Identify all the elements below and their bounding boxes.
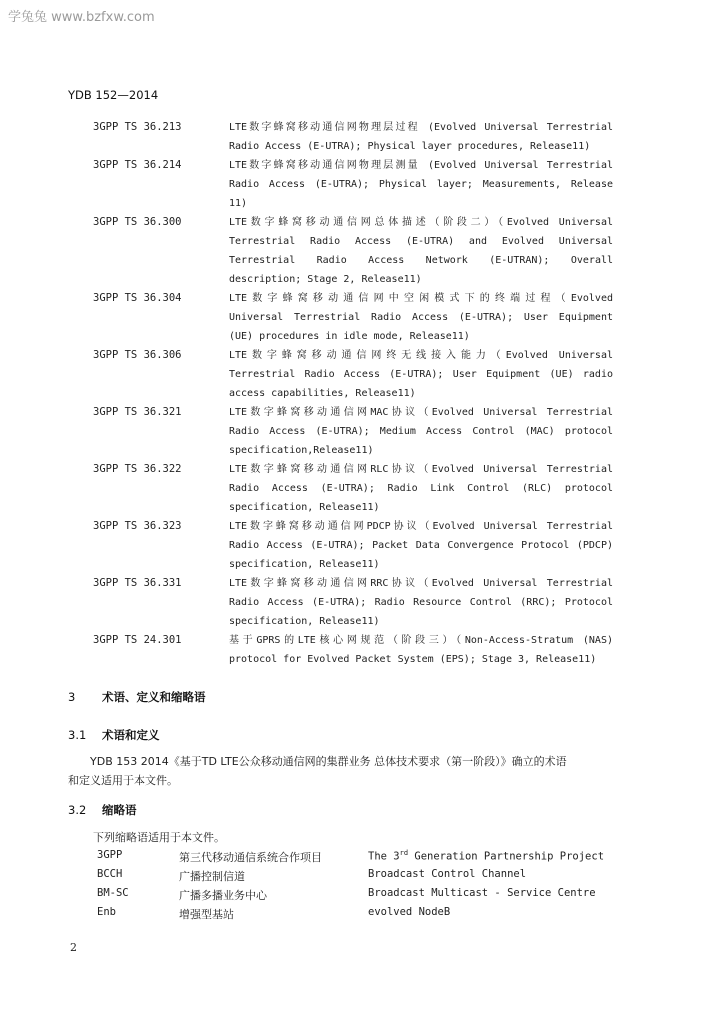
reference-title-line: LTE数字蜂窝移动通信网总体描述（阶段二）（Evolved Universal [229, 217, 613, 228]
reference-title-line: protocol for Evolved Packet System (EPS); Stage 3, Release11) [229, 654, 597, 665]
abbreviation-code: 3GPP [97, 849, 123, 861]
reference-title-line: specification,Release11) [229, 445, 374, 456]
section-3-1-paragraph-line-1: YDB 153 2014《基于TD LTE公众移动通信网的集群业务 总体技术要求（第一阶段）》确立的术语 [90, 755, 567, 768]
reference-title-line: Radio Access (E-UTRA); Radio Link Control (RLC) protocol [229, 483, 613, 494]
reference-title-line: Universal Terrestrial Radio Access (E-UTRA); User Equipment [229, 312, 613, 323]
reference-title-line: Radio Access (E-UTRA); Physical layer; Measurements, Release [229, 179, 613, 190]
reference-id: 3GPP TS 36.304 [93, 292, 182, 304]
reference-title-line: Terrestrial Radio Access (E-UTRA) and Evolved Universal [229, 236, 613, 247]
document-code: YDB 152—2014 [68, 88, 159, 102]
reference-title-line: LTE数字蜂窝移动通信网终无线接入能力（Evolved Universal [229, 350, 613, 361]
abbreviation-chinese-term: 第三代移动通信系统合作项目 [179, 851, 322, 864]
abbreviation-code: BM-SC [97, 887, 129, 899]
reference-title-line: (UE) procedures in idle mode, Release11) [229, 331, 470, 342]
section-3-1-paragraph-line-2: 和定义适用于本文件。 [68, 774, 178, 787]
abbreviation-english-term [368, 849, 604, 863]
page-number: 2 [70, 941, 77, 954]
abbreviation-superscript: rd [399, 849, 409, 857]
reference-id: 3GPP TS 24.301 [93, 634, 182, 646]
reference-title-line: Radio Access (E-UTRA); Physical layer procedures, Release11) [229, 141, 591, 152]
reference-title-line: specification, Release11) [229, 616, 380, 627]
reference-title-line: LTE数字蜂窝移动通信网MAC协议（Evolved Universal Terrestrial [229, 407, 613, 418]
abbreviation-english-term [368, 868, 526, 880]
reference-title-line: 11) [229, 198, 248, 209]
reference-title-line: access capabilities, Release11) [229, 388, 416, 399]
reference-title-line: specification, Release11) [229, 502, 380, 513]
reference-title-line: LTE数字蜂窝移动通信网RLC协议（Evolved Universal Terrestrial [229, 464, 613, 475]
abbreviation-english-text-rest: Generation Partnership Project [408, 850, 605, 863]
section-3-1-number: 3.1 [68, 728, 87, 742]
section-3-2-number: 3.2 [68, 803, 87, 817]
abbreviation-chinese-term: 广播控制信道 [179, 870, 245, 883]
reference-title-line: LTE数字蜂窝移动通信网物理层过程 (Evolved Universal Terrestrial [229, 122, 613, 133]
reference-title-line: Terrestrial Radio Access Network (E-UTRAN); Overall [229, 255, 613, 266]
abbreviation-english-text: The 3 [368, 850, 400, 863]
reference-title-line: description; Stage 2, Release11) [229, 274, 422, 285]
reference-id: 3GPP TS 36.321 [93, 406, 182, 418]
abbreviation-code: Enb [97, 906, 116, 918]
abbreviation-chinese-term: 广播多播业务中心 [179, 889, 267, 902]
reference-title-line: Radio Access (E-UTRA); Radio Resource Control (RRC); Protocol [229, 597, 613, 608]
reference-id: 3GPP TS 36.300 [93, 216, 182, 228]
section-3-title: 术语、定义和缩略语 [102, 690, 206, 704]
abbreviation-english-text: Broadcast Control Channel [368, 868, 527, 880]
reference-id: 3GPP TS 36.322 [93, 463, 182, 475]
reference-title-line: LTE数字蜂窝移动通信网中空闲模式下的终端过程（Evolved [229, 293, 613, 304]
reference-title-line: Radio Access (E-UTRA); Packet Data Convergence Protocol (PDCP) [229, 540, 613, 551]
reference-id: 3GPP TS 36.306 [93, 349, 182, 361]
section-3-1-title: 术语和定义 [102, 728, 160, 742]
reference-id: 3GPP TS 36.213 [93, 121, 182, 133]
reference-title-line: LTE数字蜂窝移动通信网物理层测量 (Evolved Universal Terrestrial [229, 160, 613, 171]
reference-id: 3GPP TS 36.214 [93, 159, 182, 171]
reference-title-line: Terrestrial Radio Access (E-UTRA); User Equipment (UE) radio [229, 369, 613, 380]
abbreviations-intro: 下列缩略语适用于本文件。 [93, 831, 225, 844]
section-3-2-heading [68, 802, 137, 818]
abbreviation-english-term [368, 906, 450, 918]
reference-id: 3GPP TS 36.323 [93, 520, 182, 532]
abbreviation-english-text: Broadcast Multicast - Service Centre [368, 887, 596, 899]
reference-title-line: 基于GPRS的LTE核心网规范（阶段三）（Non-Access-Stratum (NAS) [229, 635, 613, 646]
watermark: 学兔兔 www.bzfxw.com [8, 10, 155, 25]
reference-title-line: LTE数字蜂窝移动通信网PDCP协议（Evolved Universal Terrestrial [229, 521, 613, 532]
section-3-1-heading [68, 727, 160, 743]
reference-title-line: Radio Access (E-UTRA); Medium Access Control (MAC) protocol [229, 426, 613, 437]
abbreviation-chinese-term: 增强型基站 [179, 908, 234, 921]
abbreviation-english-text: evolved NodeB [368, 906, 451, 918]
abbreviation-code: BCCH [97, 868, 123, 880]
reference-title-line: specification, Release11) [229, 559, 380, 570]
section-3-number: 3 [68, 690, 76, 704]
reference-title-line: LTE数字蜂窝移动通信网RRC协议（Evolved Universal Terrestrial [229, 578, 613, 589]
section-3-2-title: 缩略语 [102, 803, 137, 817]
reference-id: 3GPP TS 36.331 [93, 577, 182, 589]
section-3-heading [68, 689, 206, 705]
abbreviation-english-term [368, 887, 596, 899]
